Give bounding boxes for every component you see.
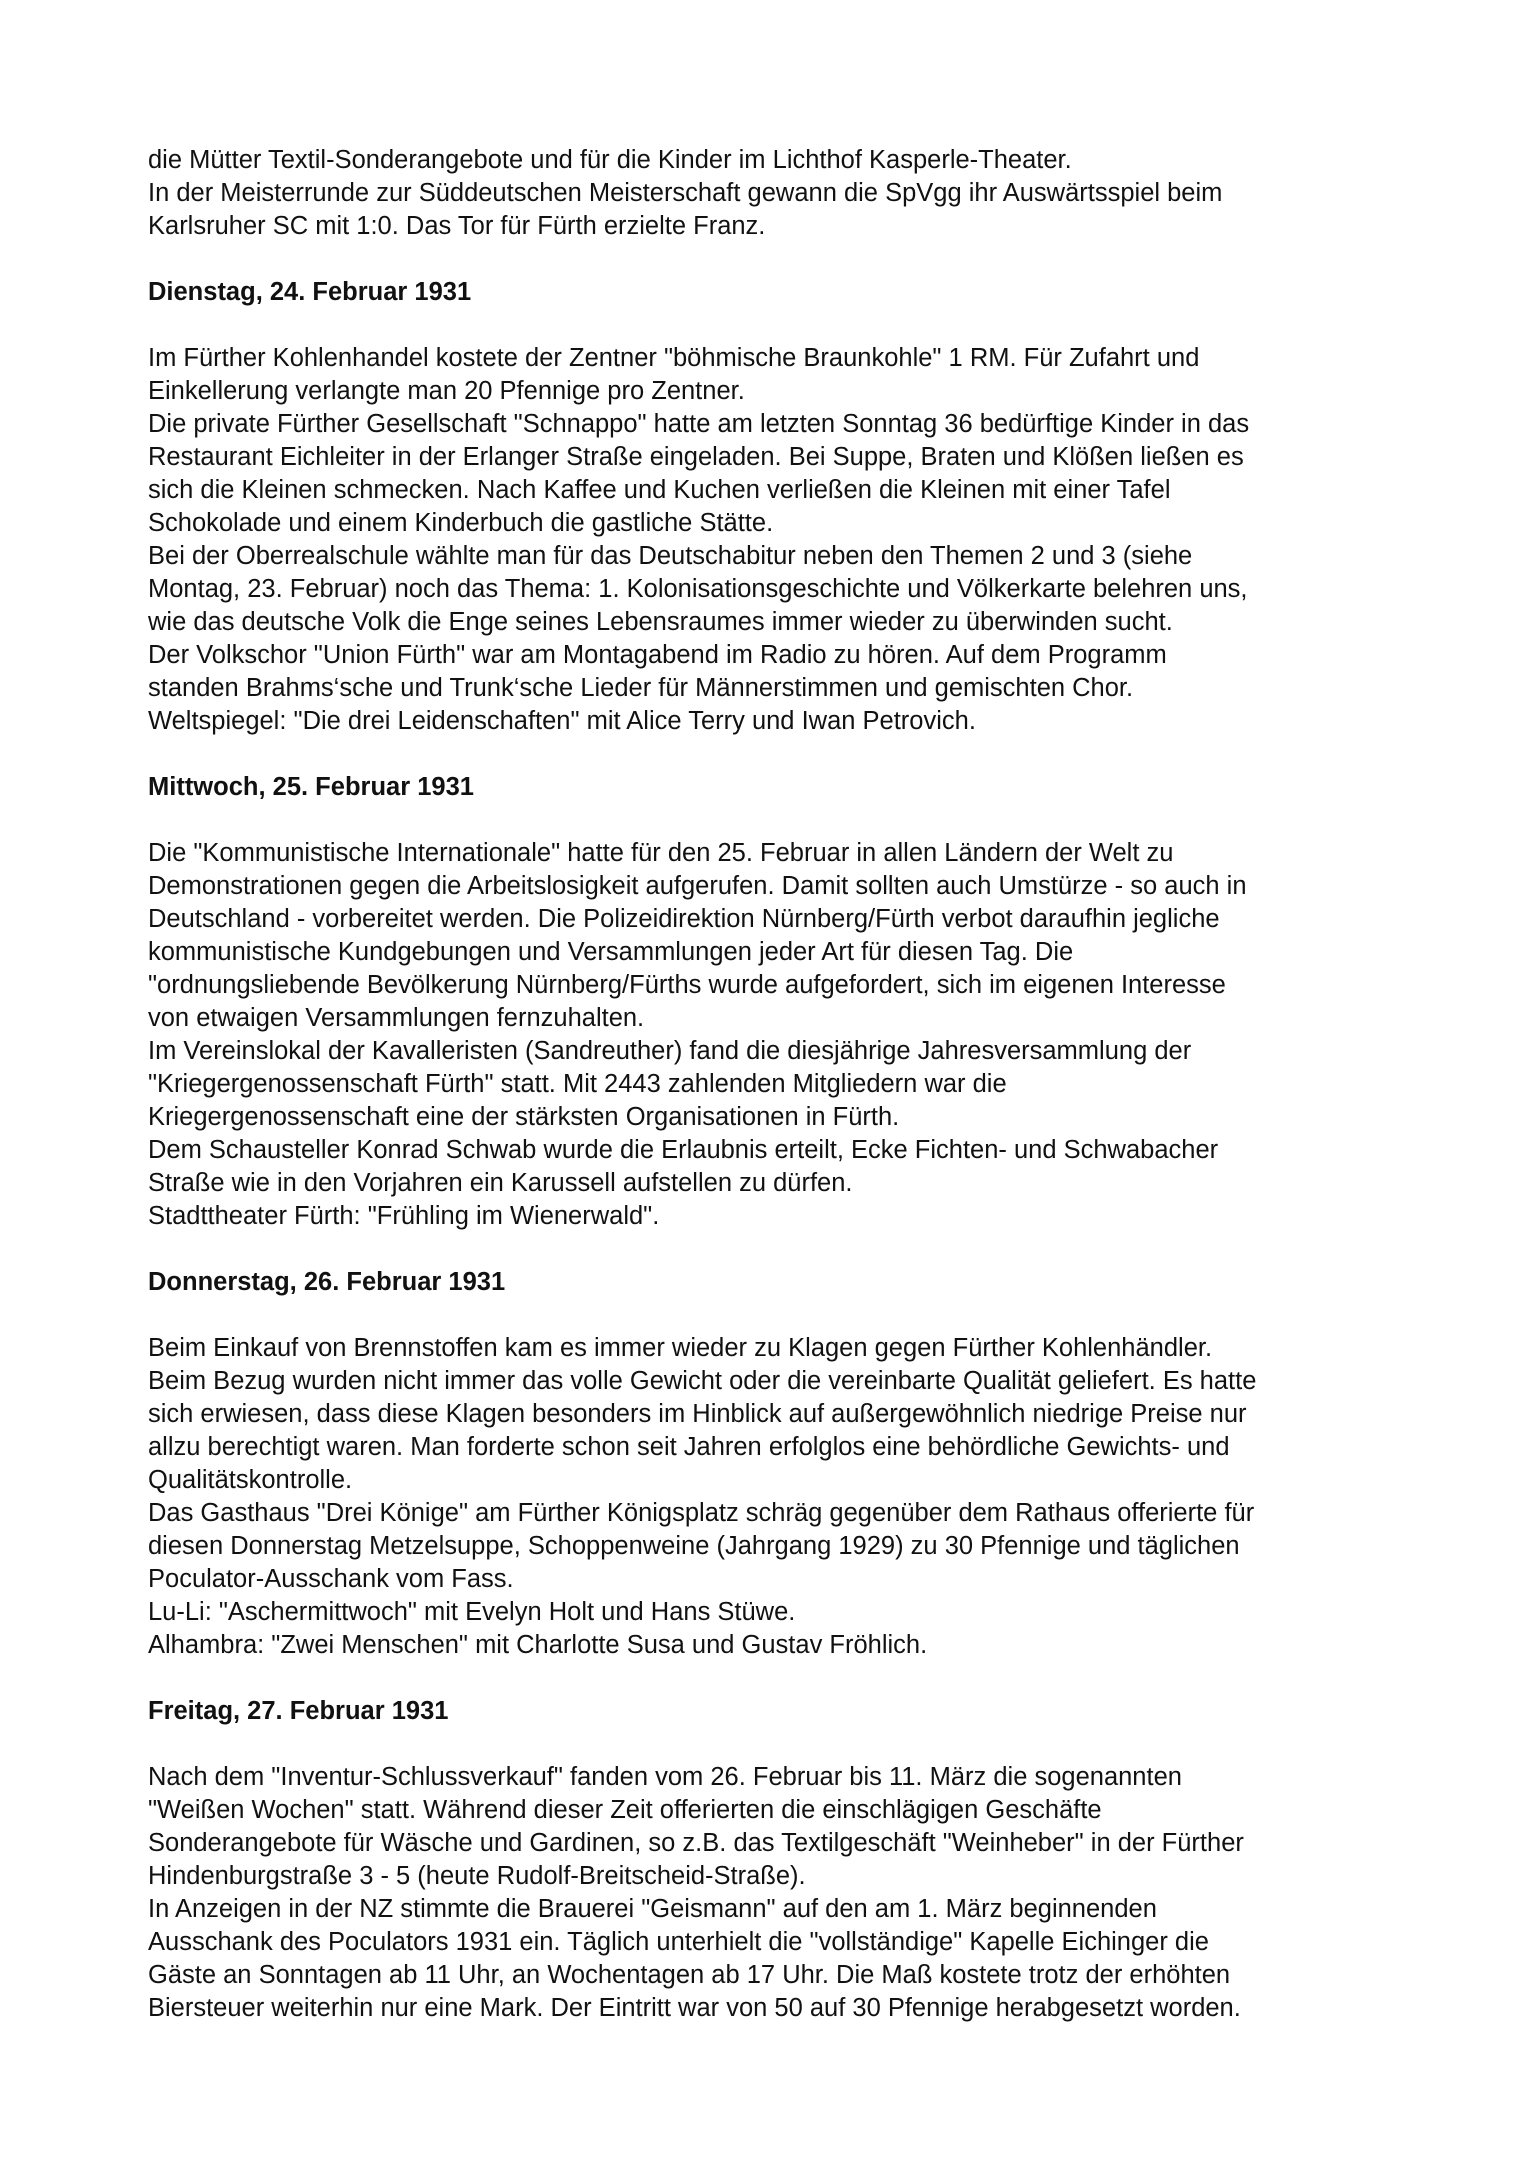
entry-paragraph	[148, 1332, 1398, 1662]
text-line: Einkellerung verlangte man 20 Pfennige pro Zentner.	[148, 377, 745, 405]
text-line: Die "Kommunistische Internationale" hatte für den 25. Februar in allen Ländern der Welt zu	[148, 839, 1174, 867]
text-line: Dem Schausteller Konrad Schwab wurde die Erlaubnis erteilt, Ecke Fichten- und Schwabacher	[148, 1136, 1219, 1164]
text-line: kommunistische Kundgebungen und Versammlungen jeder Art für diesen Tag. Die	[148, 938, 1074, 966]
text-line: In Anzeigen in der NZ stimmte die Brauerei "Geismann" auf den am 1. März beginnenden	[148, 1895, 1157, 1923]
text-line: sich erwiesen, dass diese Klagen besonders im Hinblick auf außergewöhnlich niedrige Preise nur	[148, 1400, 1247, 1428]
text-line: Bei der Oberrealschule wählte man für das Deutschabitur neben den Themen 2 und 3 (siehe	[148, 542, 1193, 570]
text-line: die Mütter Textil-Sonderangebote und für die Kinder im Lichthof Kasperle-Theater.	[148, 146, 1072, 174]
text-line: Restaurant Eichleiter in der Erlanger Straße eingeladen. Bei Suppe, Braten und Klößen ließen es	[148, 443, 1244, 471]
text-line: Weltspiegel: "Die drei Leidenschaften" mit Alice Terry und Iwan Petrovich.	[148, 707, 976, 735]
text-line: Lu-Li: "Aschermittwoch" mit Evelyn Holt und Hans Stüwe.	[148, 1598, 796, 1626]
text-line: Biersteuer weiterhin nur eine Mark. Der Eintritt war von 50 auf 30 Pfennige herabgesetzt worden.	[148, 1994, 1241, 2022]
text-line: Poculator-Ausschank vom Fass.	[148, 1565, 514, 1593]
text-line: Ausschank des Poculators 1931 ein. Täglich unterhielt die "vollständige" Kapelle Eichinger die	[148, 1928, 1209, 1956]
text-line: wie das deutsche Volk die Enge seines Lebensraumes immer wieder zu überwinden sucht.	[148, 608, 1173, 636]
text-line: sich die Kleinen schmecken. Nach Kaffee und Kuchen verließen die Kleinen mit einer Tafel	[148, 476, 1171, 504]
text-line: von etwaigen Versammlungen fernzuhalten.	[148, 1004, 645, 1032]
text-line: Qualitätskontrolle.	[148, 1466, 353, 1494]
entry-paragraph	[148, 837, 1398, 1233]
date-heading: Donnerstag, 26. Februar 1931	[148, 1268, 506, 1296]
text-line: Straße wie in den Vorjahren ein Karussell aufstellen zu dürfen.	[148, 1169, 853, 1197]
text-line: standen Brahms‘sche und Trunk‘sche Lieder für Männerstimmen und gemischten Chor.	[148, 674, 1134, 702]
text-line: Nach dem "Inventur-Schlussverkauf" fanden vom 26. Februar bis 11. März die sogenannten	[148, 1763, 1182, 1791]
text-line: Im Vereinslokal der Kavalleristen (Sandreuther) fand die diesjährige Jahresversammlung der	[148, 1037, 1192, 1065]
text-line: allzu berechtigt waren. Man forderte schon seit Jahren erfolglos eine behördliche Gewichts- und	[148, 1433, 1230, 1461]
text-line: In der Meisterrunde zur Süddeutschen Meisterschaft gewann die SpVgg ihr Auswärtsspiel beim	[148, 179, 1223, 207]
text-line: Hindenburgstraße 3 - 5 (heute Rudolf-Breitscheid-Straße).	[148, 1862, 806, 1890]
text-line: Beim Bezug wurden nicht immer das volle Gewicht oder die vereinbarte Qualität geliefert. Es hatte	[148, 1367, 1257, 1395]
text-line: Schokolade und einem Kinderbuch die gastliche Stätte.	[148, 509, 774, 537]
date-heading: Dienstag, 24. Februar 1931	[148, 278, 472, 306]
date-heading: Freitag, 27. Februar 1931	[148, 1697, 449, 1725]
text-line: "Weißen Wochen" statt. Während dieser Zeit offerierten die einschlägigen Geschäfte	[148, 1796, 1102, 1824]
text-line: Stadttheater Fürth: "Frühling im Wienerwald".	[148, 1202, 660, 1230]
text-line: Kriegergenossenschaft eine der stärksten Organisationen in Fürth.	[148, 1103, 900, 1131]
text-line: Sonderangebote für Wäsche und Gardinen, so z.B. das Textilgeschäft "Weinheber" in der Fürther	[148, 1829, 1244, 1857]
text-line: "ordnungsliebende Bevölkerung Nürnberg/Fürths wurde aufgefordert, sich im eigenen Interesse	[148, 971, 1226, 999]
date-heading: Mittwoch, 25. Februar 1931	[148, 773, 474, 801]
text-line: Im Fürther Kohlenhandel kostete der Zentner "böhmische Braunkohle" 1 RM. Für Zufahrt und	[148, 344, 1200, 372]
entry-paragraph	[148, 342, 1398, 738]
text-line: Der Volkschor "Union Fürth" war am Montagabend im Radio zu hören. Auf dem Programm	[148, 641, 1167, 669]
document-page	[148, 144, 1398, 2025]
text-line: diesen Donnerstag Metzelsuppe, Schoppenweine (Jahrgang 1929) zu 30 Pfennige und täglichen	[148, 1532, 1240, 1560]
text-line: Montag, 23. Februar) noch das Thema: 1. Kolonisationsgeschichte und Völkerkarte belehren uns,	[148, 575, 1248, 603]
text-line: Beim Einkauf von Brennstoffen kam es immer wieder zu Klagen gegen Fürther Kohlenhändler.	[148, 1334, 1213, 1362]
text-line: Deutschland - vorbereitet werden. Die Polizeidirektion Nürnberg/Fürth verbot daraufhin jegliche	[148, 905, 1220, 933]
text-line: Das Gasthaus "Drei Könige" am Fürther Königsplatz schräg gegenüber dem Rathaus offerierte für	[148, 1499, 1255, 1527]
text-line: Gäste an Sonntagen ab 11 Uhr, an Wochentagen ab 17 Uhr. Die Maß kostete trotz der erhöhten	[148, 1961, 1231, 1989]
entry-paragraph	[148, 1761, 1398, 2025]
text-line: "Kriegergenossenschaft Fürth" statt. Mit 2443 zahlenden Mitgliedern war die	[148, 1070, 1007, 1098]
intro-paragraph	[148, 144, 1398, 243]
text-line: Die private Fürther Gesellschaft "Schnappo" hatte am letzten Sonntag 36 bedürftige Kinder in das	[148, 410, 1250, 438]
text-line: Karlsruher SC mit 1:0. Das Tor für Fürth erzielte Franz.	[148, 212, 766, 240]
text-line: Alhambra: "Zwei Menschen" mit Charlotte Susa und Gustav Fröhlich.	[148, 1631, 928, 1659]
text-line: Demonstrationen gegen die Arbeitslosigkeit aufgerufen. Damit sollten auch Umstürze - so auch in	[148, 872, 1247, 900]
